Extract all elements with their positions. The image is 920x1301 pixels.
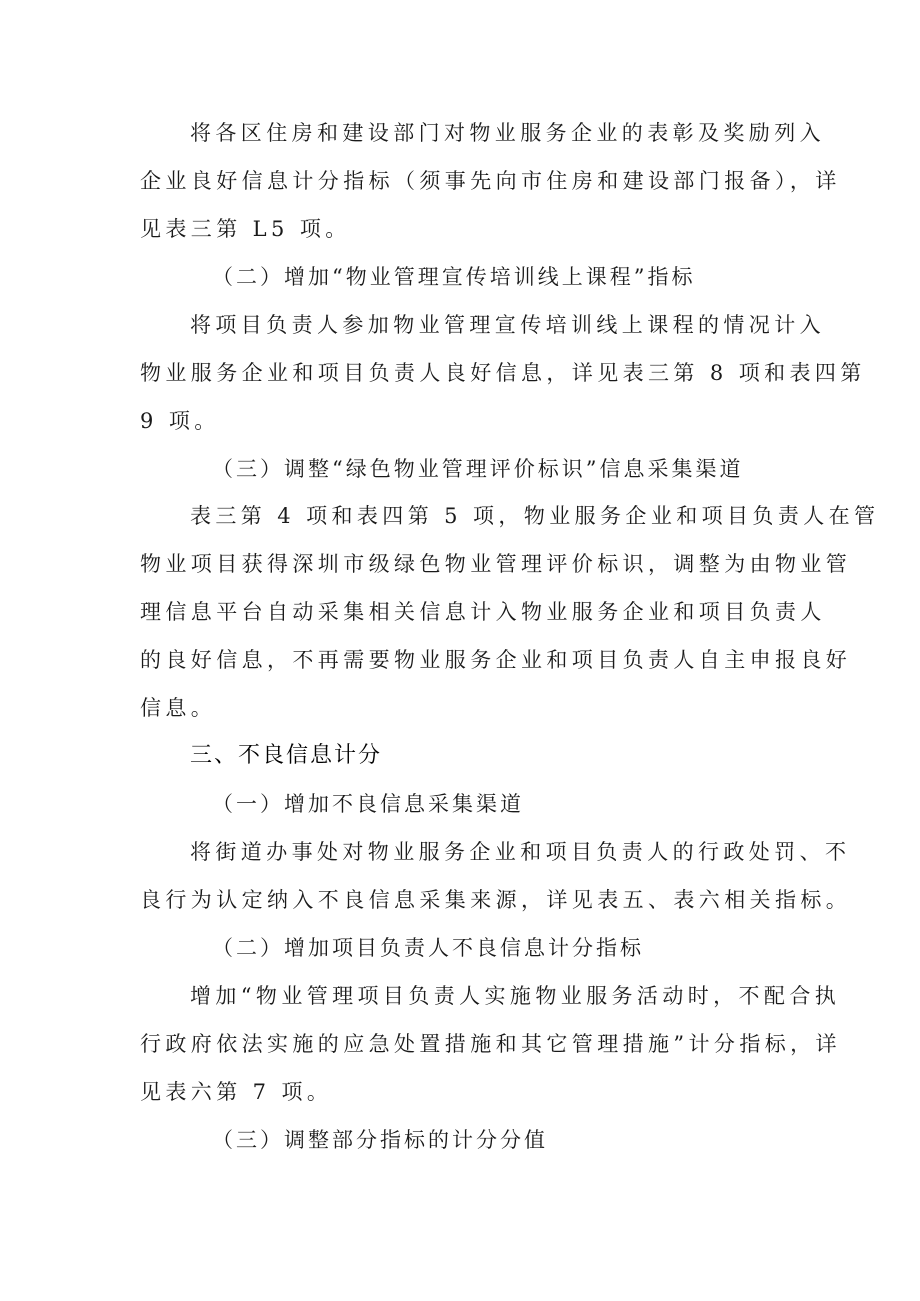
subsection-heading: （三）调整部分指标的计分分值 [212,1128,548,1152]
paragraph-line: 物业服务企业和项目负责人良好信息，详见表三第 8 项和表四第 [140,361,866,385]
paragraph-line: 表三第 4 项和表四第 5 项，物业服务企业和项目负责人在管 [190,504,880,528]
section-heading: 三、不良信息计分 [190,743,383,768]
paragraph-line: 物业项目获得深圳市级绿色物业管理评价标识，调整为由物业管 [140,552,852,576]
paragraph-line: 将项目负责人参加物业管理宣传培训线上课程的情况计入 [190,313,825,337]
subsection-heading: （二）增加项目负责人不良信息计分指标 [212,936,644,960]
subsection-heading: （一）增加不良信息采集渠道 [212,792,524,816]
paragraph-line: 将各区住房和建设部门对物业服务企业的表彰及奖励列入 [190,121,825,145]
paragraph-line: 见表三第 L5 项。 [140,217,351,241]
subsection-heading: （三）调整“绿色物业管理评价标识”信息采集渠道 [212,457,744,481]
paragraph-line: 行政府依法实施的应急处置措施和其它管理措施”计分指标，详 [140,1032,841,1056]
paragraph-line: 理信息平台自动采集相关信息计入物业服务企业和项目负责人 [140,600,826,624]
paragraph-line: 良行为认定纳入不良信息采集来源，详见表五、表六相关指标。 [140,888,852,912]
paragraph-line: 的良好信息，不再需要物业服务企业和项目负责人自主申报良好 [140,648,852,672]
paragraph-line: 9 项。 [140,409,220,433]
paragraph-line: 增加“物业管理项目负责人实施物业服务活动时，不配合执 [190,984,841,1008]
paragraph-line: 企业良好信息计分指标（须事先向市住房和建设部门报备），详 [140,169,841,193]
paragraph-line: 见表六第 7 项。 [140,1080,333,1104]
subsection-heading: （二）增加“物业管理宣传培训线上课程”指标 [212,265,696,289]
paragraph-line: 将街道办事处对物业服务企业和项目负责人的行政处罚、不 [190,840,851,864]
paragraph-line: 信息。 [140,696,217,720]
